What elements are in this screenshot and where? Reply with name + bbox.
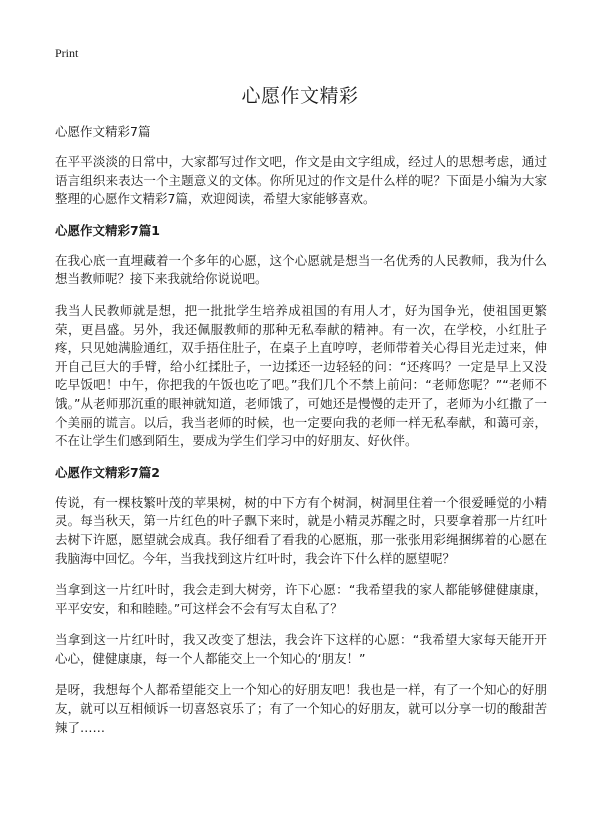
document-body (55, 123, 547, 750)
section-paragraph: 传说，有一棵枝繁叶茂的苹果树，树的中下方有个树洞，树洞里住着一个很爱睡觉的小精灵。每当秋天，第一片红色的叶子飘下来时，就是小精灵苏醒之时，只要拿着那一片红叶去树下许愿，愿望就会成真。我仔细看了看我的心愿瓶，那一张张用彩绳捆绑着的心愿在我脑海中回忆。今年，当我找到这片红叶时，我会许下什么样的愿望呢？ (55, 494, 547, 566)
section-heading: 心愿作文精彩7篇1 (55, 222, 160, 238)
intro-paragraph: 在平平淡淡的日常中，大家都写过作文吧，作文是由文字组成，经过人的思想考虑，通过语言组织来表达一个主题意义的文体。你所见过的作文是什么样的呢？下面是小编为大家整理的心愿作文精彩7篇，欢迎阅读，希望大家能够喜欢。 (55, 154, 547, 207)
section-heading: 心愿作文精彩7篇2 (55, 464, 160, 480)
section-paragraph: 我当人民教师就是想，把一批批学生培养成祖国的有用人才，好为国争光，使祖国更繁荣，更昌盛。另外，我还佩服教师的那种无私奉献的精神。有一次，在学校，小红肚子疼，只见她满脸通红，双手捂住肚子，在桌子上直哼哼，老师带着关心得目光走过来，伸开自己巨大的手臂，给小红揉肚子，一边揉还一边轻轻的问：“还疼吗？一定是早上又没吃早饭吧！中午，你把我的午饭也吃了吧。”我们几个不禁上前问：“老师您呢？”“老师不饿。”从老师那沉重的眼神就知道，老师饿了，可她还是慢慢的走开了，老师为小红撒了一个美丽的谎言。以后，我当老师的时候，也一定要向我的老师一样无私奉献，和蔼可亲，不在让学生们感到陌生，要成为学生们学习中的好朋友、好伙伴。 (55, 302, 547, 449)
section-paragraph: 当拿到这一片红叶时，我又改变了想法，我会许下这样的心愿：“我希望大家每天能开开心心，健健康康，每一个人都能交上一个知心的‘朋友！” (55, 632, 547, 666)
print-link[interactable]: Print (55, 46, 79, 60)
section-paragraph: 在我心底一直埋藏着一个多年的心愿，这个心愿就是想当一名优秀的人民教师，我为什么想当教师呢？接下来我就给你说说吧。 (55, 252, 547, 287)
document-title: 心愿作文精彩 (241, 85, 359, 107)
section-paragraph: 当拿到这一片红叶时，我会走到大树旁，许下心愿：“我希望我的家人都能够健健康康，平平安安，和和睦睦。”可这样会不会有写太自私了？ (55, 582, 547, 616)
document-subtitle: 心愿作文精彩7篇 (55, 124, 151, 139)
section-paragraph: 是呀，我想每个人都希望能交上一个知心的好朋友吧！我也是一样，有了一个知心的好朋友，就可以互相倾诉一切喜怒哀乐了；有了一个知心的好朋友，就可以分享一切的酸甜苦辣了…… (55, 682, 547, 735)
